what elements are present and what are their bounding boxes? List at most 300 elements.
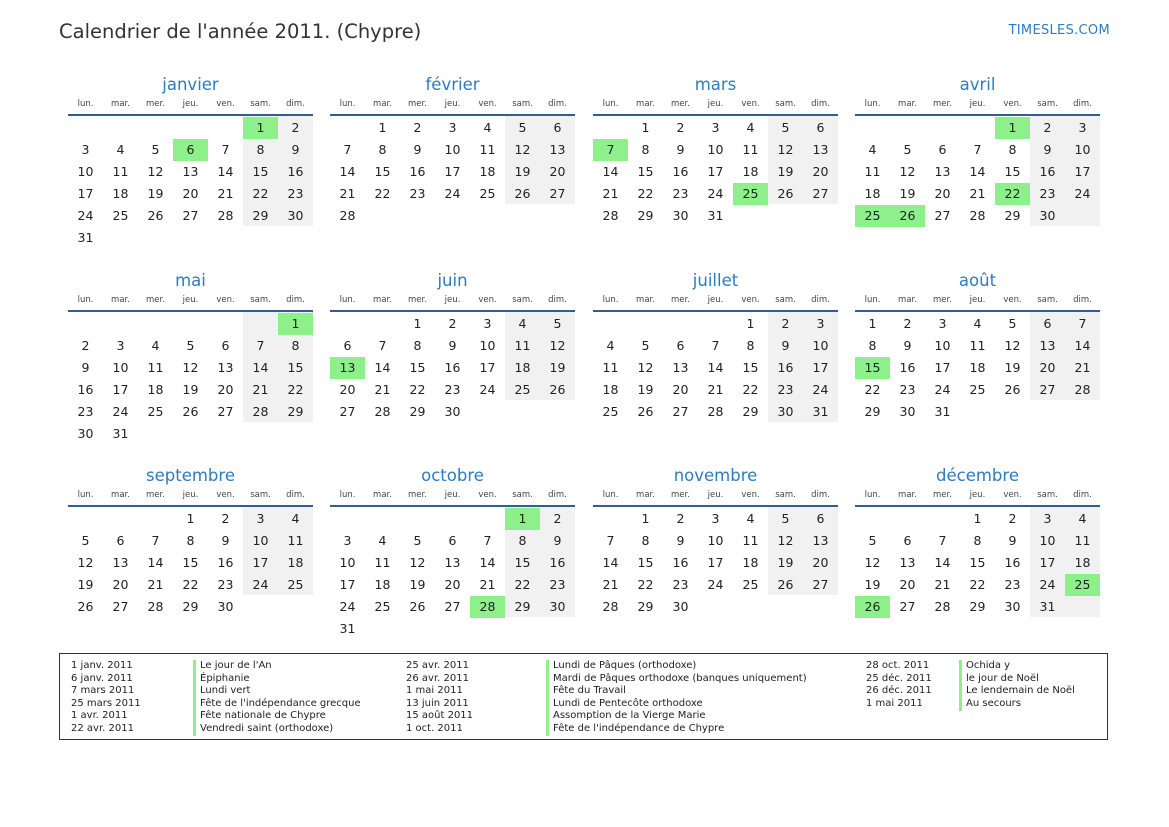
day-cell: 1: [973, 511, 982, 526]
day-cell: 23: [777, 382, 794, 397]
day-cell: 26: [409, 599, 426, 614]
holiday-day-cell: 25: [855, 205, 890, 227]
month-name: novembre: [673, 466, 758, 485]
day-cell: 2: [553, 511, 562, 526]
weekday-label: mar.: [898, 99, 917, 109]
weekday-label: sam.: [1037, 490, 1058, 500]
day-cell: 26: [514, 186, 531, 201]
weekday-label: mar.: [111, 99, 130, 109]
day-cell: 2: [903, 316, 912, 331]
day-cell: 1: [378, 120, 387, 135]
weekday-label: mer.: [408, 295, 427, 305]
month-8: [855, 271, 1100, 461]
weekday-label: jeu.: [444, 490, 461, 500]
day-cell: 31: [934, 404, 951, 419]
day-cell: 4: [291, 511, 300, 526]
day-cell: 16: [672, 164, 689, 179]
day-cell: 24: [77, 208, 94, 223]
day-cell: 4: [116, 142, 125, 157]
day-cell: 25: [514, 382, 531, 397]
day-cell: 31: [1039, 599, 1056, 614]
day-cell: 5: [81, 533, 90, 548]
weekday-label: sam.: [1037, 295, 1058, 305]
weekday-label: ven.: [478, 295, 497, 305]
weekday-label: mar.: [636, 490, 655, 500]
day-cell: 24: [934, 382, 951, 397]
day-cell: 20: [444, 577, 461, 592]
day-cell: 23: [899, 382, 916, 397]
weekday-label: lun.: [339, 490, 356, 500]
weekday-label: dim.: [1073, 490, 1092, 500]
day-cell: 24: [1074, 186, 1091, 201]
weekday-label: mer.: [671, 490, 690, 500]
weekday-label: sam.: [775, 99, 796, 109]
weekday-label: mar.: [373, 490, 392, 500]
day-cell: 4: [868, 142, 877, 157]
weekday-label: sam.: [775, 295, 796, 305]
day-cell: 2: [676, 120, 685, 135]
day-cell: 24: [707, 577, 724, 592]
day-cell: 4: [378, 533, 387, 548]
weekday-label: lun.: [339, 99, 356, 109]
day-cell: 29: [637, 599, 654, 614]
day-cell: 9: [676, 142, 685, 157]
day-cell: 24: [812, 382, 829, 397]
day-cell: 27: [182, 208, 199, 223]
day-cell: 14: [934, 555, 951, 570]
day-cell: 1: [186, 511, 195, 526]
day-cell: 21: [602, 186, 619, 201]
legend-holiday-name: Au secours: [966, 697, 1021, 709]
weekday-label: mar.: [898, 490, 917, 500]
day-cell: 30: [549, 599, 566, 614]
weekday-label: sam.: [775, 490, 796, 500]
month-12: [855, 466, 1100, 656]
legend-date: 26 déc. 2011: [866, 685, 932, 697]
day-cell: 4: [1078, 511, 1087, 526]
day-cell: 31: [77, 230, 94, 245]
day-cell: 8: [641, 533, 650, 548]
weekday-label: ven.: [478, 99, 497, 109]
day-cell: 27: [217, 404, 234, 419]
day-cell: 3: [81, 142, 90, 157]
holiday-day-cell: 22: [995, 183, 1030, 205]
day-cell: 3: [816, 316, 825, 331]
day-cell: 3: [343, 533, 352, 548]
legend-date: 15 août 2011: [406, 710, 474, 722]
day-cell: 8: [186, 533, 195, 548]
day-cell: 26: [147, 208, 164, 223]
legend-date: 13 juin 2011: [406, 697, 469, 709]
month-2: [330, 75, 575, 265]
day-cell: 6: [116, 533, 125, 548]
day-cell: 11: [969, 338, 986, 353]
legend-holiday-name: le jour de Noël: [966, 672, 1039, 684]
day-cell: 15: [637, 164, 654, 179]
day-cell: 7: [343, 142, 352, 157]
day-cell: 26: [777, 186, 794, 201]
day-cell: 4: [518, 316, 527, 331]
day-cell: 13: [899, 555, 916, 570]
day-cell: 4: [973, 316, 982, 331]
day-cell: 16: [1004, 555, 1021, 570]
legend-date: 1 avr. 2011: [71, 710, 128, 722]
weekday-label: ven.: [1003, 99, 1022, 109]
day-cell: 26: [777, 577, 794, 592]
day-cell: 4: [746, 511, 755, 526]
day-cell: 19: [637, 382, 654, 397]
day-cell: 30: [1039, 208, 1056, 223]
holiday-legend: [59, 653, 1108, 740]
day-cell: 20: [672, 382, 689, 397]
legend-date: 25 avr. 2011: [406, 660, 469, 671]
day-cell: 27: [339, 404, 356, 419]
day-cell: 13: [934, 164, 951, 179]
legend-date: 25 mars 2011: [71, 697, 141, 709]
day-cell: 19: [777, 555, 794, 570]
day-cell: 10: [444, 142, 461, 157]
weekday-label: jeu.: [969, 295, 986, 305]
day-cell: 8: [518, 533, 527, 548]
day-cell: 31: [707, 208, 724, 223]
day-cell: 28: [602, 208, 619, 223]
weekday-label: dim.: [286, 99, 305, 109]
day-cell: 9: [413, 142, 422, 157]
day-cell: 20: [339, 382, 356, 397]
holiday-day-cell: 7: [593, 139, 628, 161]
day-cell: 18: [147, 382, 164, 397]
day-cell: 25: [147, 404, 164, 419]
day-cell: 31: [112, 426, 129, 441]
day-cell: 21: [339, 186, 356, 201]
day-cell: 20: [812, 164, 829, 179]
day-cell: 13: [812, 142, 829, 157]
day-cell: 27: [934, 208, 951, 223]
day-cell: 18: [742, 555, 759, 570]
weekday-label: lun.: [864, 490, 881, 500]
weekday-label: lun.: [77, 99, 94, 109]
weekday-label: jeu.: [182, 490, 199, 500]
day-cell: 22: [742, 382, 759, 397]
day-cell: 9: [553, 533, 562, 548]
weekday-label: mar.: [636, 295, 655, 305]
weekday-label: dim.: [1073, 99, 1092, 109]
month-name: avril: [959, 75, 996, 94]
day-cell: 27: [812, 186, 829, 201]
day-cell: 19: [514, 164, 531, 179]
month-name: janvier: [162, 75, 219, 94]
day-cell: 18: [864, 186, 881, 201]
weekday-label: sam.: [1037, 99, 1058, 109]
weekday-label: ven.: [1003, 295, 1022, 305]
legend-holiday-name: Vendredi saint (orthodoxe): [200, 722, 334, 734]
weekday-label: mar.: [111, 490, 130, 500]
day-cell: 11: [287, 533, 304, 548]
day-cell: 1: [641, 511, 650, 526]
weekday-label: lun.: [864, 99, 881, 109]
day-cell: 3: [1078, 120, 1087, 135]
month-name: septembre: [146, 466, 235, 485]
day-cell: 30: [287, 208, 304, 223]
day-cell: 24: [444, 186, 461, 201]
day-cell: 27: [899, 599, 916, 614]
weekday-label: ven.: [216, 295, 235, 305]
day-cell: 5: [413, 533, 422, 548]
day-cell: 2: [221, 511, 230, 526]
day-cell: 15: [374, 164, 391, 179]
weekday-label: sam.: [250, 99, 271, 109]
day-cell: 10: [1074, 142, 1091, 157]
day-cell: 5: [518, 120, 527, 135]
weekday-label: ven.: [741, 99, 760, 109]
day-cell: 16: [287, 164, 304, 179]
day-cell: 2: [291, 120, 300, 135]
day-cell: 8: [256, 142, 265, 157]
day-cell: 4: [746, 120, 755, 135]
legend-date: 7 mars 2011: [71, 685, 135, 697]
holiday-day-cell: 26: [855, 596, 890, 618]
weekday-label: mar.: [111, 295, 130, 305]
day-cell: 1: [413, 316, 422, 331]
day-cell: 14: [602, 555, 619, 570]
day-cell: 22: [637, 186, 654, 201]
holiday-day-cell: 13: [330, 357, 365, 379]
day-cell: 6: [816, 511, 825, 526]
day-cell: 24: [252, 577, 269, 592]
day-cell: 21: [969, 186, 986, 201]
day-cell: 23: [1039, 186, 1056, 201]
day-cell: 2: [413, 120, 422, 135]
weekday-label: ven.: [478, 490, 497, 500]
day-cell: 25: [112, 208, 129, 223]
day-cell: 19: [864, 577, 881, 592]
legend-dates-col-2: [406, 660, 473, 736]
day-cell: 16: [409, 164, 426, 179]
day-cell: 9: [81, 360, 90, 375]
day-cell: 18: [479, 164, 496, 179]
day-cell: 8: [413, 338, 422, 353]
day-cell: 19: [409, 577, 426, 592]
day-cell: 16: [549, 555, 566, 570]
day-cell: 14: [147, 555, 164, 570]
day-cell: 22: [374, 186, 391, 201]
day-cell: 17: [934, 360, 951, 375]
day-cell: 10: [934, 338, 951, 353]
day-cell: 23: [217, 577, 234, 592]
day-cell: 21: [147, 577, 164, 592]
weekday-label: jeu.: [969, 99, 986, 109]
day-cell: 12: [899, 164, 916, 179]
day-cell: 3: [711, 120, 720, 135]
day-cell: 6: [1043, 316, 1052, 331]
legend-names-col-3: [966, 660, 1075, 710]
month-name: juin: [437, 271, 468, 290]
day-cell: 27: [112, 599, 129, 614]
day-cell: 7: [221, 142, 230, 157]
day-cell: 25: [287, 577, 304, 592]
day-cell: 12: [549, 338, 566, 353]
day-cell: 30: [777, 404, 794, 419]
day-cell: 14: [374, 360, 391, 375]
day-cell: 11: [602, 360, 619, 375]
day-cell: 31: [339, 621, 356, 636]
day-cell: 5: [903, 142, 912, 157]
legend-date: 25 déc. 2011: [866, 672, 932, 684]
weekday-label: lun.: [602, 99, 619, 109]
day-cell: 20: [934, 186, 951, 201]
day-cell: 6: [816, 120, 825, 135]
site-link[interactable]: TIMESLES.COM: [1008, 23, 1110, 38]
day-cell: 16: [777, 360, 794, 375]
weekday-label: lun.: [602, 490, 619, 500]
day-cell: 3: [483, 316, 492, 331]
month-1: [68, 75, 313, 265]
weekday-label: sam.: [512, 295, 533, 305]
day-cell: 9: [1008, 533, 1017, 548]
holiday-day-cell: 1: [243, 117, 278, 139]
day-cell: 25: [602, 404, 619, 419]
day-cell: 15: [1004, 164, 1021, 179]
day-cell: 21: [479, 577, 496, 592]
day-cell: 7: [151, 533, 160, 548]
legend-date: 28 oct. 2011: [866, 660, 930, 671]
day-cell: 17: [339, 577, 356, 592]
legend-holiday-name: Lundi vert: [200, 685, 251, 697]
weekday-label: mer.: [408, 99, 427, 109]
weekday-label: jeu.: [182, 295, 199, 305]
day-cell: 6: [343, 338, 352, 353]
day-cell: 13: [1039, 338, 1056, 353]
holiday-day-cell: 1: [995, 117, 1030, 139]
day-cell: 30: [899, 404, 916, 419]
day-cell: 17: [444, 164, 461, 179]
day-cell: 22: [287, 382, 304, 397]
day-cell: 21: [374, 382, 391, 397]
day-cell: 11: [147, 360, 164, 375]
day-cell: 10: [707, 533, 724, 548]
day-cell: 6: [938, 142, 947, 157]
legend-holiday-name: Épiphanie: [200, 672, 250, 684]
weekday-label: mer.: [933, 295, 952, 305]
weekday-label: jeu.: [707, 490, 724, 500]
day-cell: 17: [812, 360, 829, 375]
legend-holiday-name: Lundi de Pentecôte orthodoxe: [553, 697, 703, 709]
weekday-label: sam.: [512, 490, 533, 500]
day-cell: 30: [444, 404, 461, 419]
day-cell: 17: [707, 164, 724, 179]
day-cell: 12: [514, 142, 531, 157]
weekday-label: mer.: [671, 99, 690, 109]
day-cell: 7: [483, 533, 492, 548]
day-cell: 15: [742, 360, 759, 375]
month-name: mars: [694, 75, 737, 94]
day-cell: 30: [672, 208, 689, 223]
day-cell: 28: [1074, 382, 1091, 397]
day-cell: 12: [864, 555, 881, 570]
day-cell: 4: [151, 338, 160, 353]
day-cell: 28: [602, 599, 619, 614]
day-cell: 21: [217, 186, 234, 201]
day-cell: 6: [676, 338, 685, 353]
day-cell: 29: [409, 404, 426, 419]
day-cell: 23: [672, 577, 689, 592]
weekday-label: ven.: [741, 295, 760, 305]
day-cell: 20: [549, 164, 566, 179]
day-cell: 12: [409, 555, 426, 570]
day-cell: 17: [252, 555, 269, 570]
day-cell: 18: [602, 382, 619, 397]
day-cell: 7: [1078, 316, 1087, 331]
day-cell: 21: [707, 382, 724, 397]
day-cell: 9: [781, 338, 790, 353]
month-4: [855, 75, 1100, 265]
weekday-label: dim.: [548, 99, 567, 109]
day-cell: 13: [112, 555, 129, 570]
month-name: février: [425, 75, 480, 94]
day-cell: 11: [112, 164, 129, 179]
day-cell: 3: [448, 120, 457, 135]
month-name: août: [958, 271, 997, 290]
weekday-label: lun.: [339, 295, 356, 305]
legend-holiday-name: Assomption de la Vierge Marie: [553, 710, 706, 722]
day-cell: 29: [287, 404, 304, 419]
day-cell: 2: [1008, 511, 1017, 526]
day-cell: 17: [77, 186, 94, 201]
day-cell: 5: [868, 533, 877, 548]
day-cell: 30: [1004, 599, 1021, 614]
day-cell: 12: [182, 360, 199, 375]
day-cell: 7: [378, 338, 387, 353]
day-cell: 5: [186, 338, 195, 353]
day-cell: 17: [1074, 164, 1091, 179]
day-cell: 14: [1074, 338, 1091, 353]
weekday-label: mer.: [933, 490, 952, 500]
holiday-day-cell: 25: [733, 183, 768, 205]
day-cell: 11: [1074, 533, 1091, 548]
legend-holiday-name: Le lendemain de Noël: [966, 685, 1075, 697]
day-cell: 16: [672, 555, 689, 570]
legend-holiday-name: Lundi de Pâques (orthodoxe): [553, 660, 697, 671]
day-cell: 15: [969, 555, 986, 570]
day-cell: 1: [868, 316, 877, 331]
legend-date: 1 mai 2011: [866, 697, 923, 709]
day-cell: 17: [479, 360, 496, 375]
weekday-label: dim.: [811, 295, 830, 305]
day-cell: 6: [221, 338, 230, 353]
legend-holiday-name: Fête nationale de Chypre: [200, 710, 326, 722]
weekday-label: mer.: [146, 99, 165, 109]
day-cell: 13: [182, 164, 199, 179]
weekday-label: mar.: [373, 295, 392, 305]
day-cell: 3: [938, 316, 947, 331]
day-cell: 19: [549, 360, 566, 375]
day-cell: 19: [899, 186, 916, 201]
day-cell: 22: [409, 382, 426, 397]
day-cell: 13: [812, 533, 829, 548]
day-cell: 28: [707, 404, 724, 419]
day-cell: 30: [217, 599, 234, 614]
day-cell: 26: [549, 382, 566, 397]
day-cell: 29: [742, 404, 759, 419]
legend-date: 1 oct. 2011: [406, 722, 463, 734]
day-cell: 2: [676, 511, 685, 526]
day-cell: 16: [1039, 164, 1056, 179]
day-cell: 14: [707, 360, 724, 375]
month-name: décembre: [936, 466, 1019, 485]
weekday-label: jeu.: [182, 99, 199, 109]
day-cell: 23: [287, 186, 304, 201]
day-cell: 12: [777, 142, 794, 157]
